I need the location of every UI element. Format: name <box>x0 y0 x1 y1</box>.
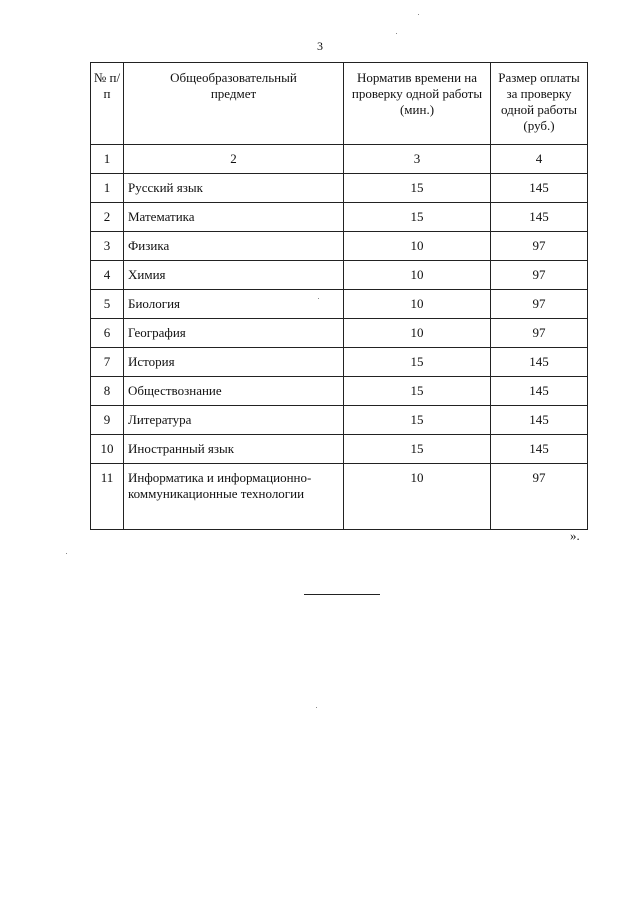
subject-name: Информатика и информационно-коммуникационные технологии <box>124 464 344 530</box>
payment-amount: 145 <box>491 203 588 232</box>
row-number: 10 <box>91 435 124 464</box>
payment-amount: 97 <box>491 232 588 261</box>
scan-speck <box>418 14 419 15</box>
table-row <box>91 464 588 530</box>
subject-name: Обществознание <box>124 377 344 406</box>
subject-name: Математика <box>124 203 344 232</box>
header-subject: Общеобразовательный предмет <box>124 63 344 145</box>
time-norm: 10 <box>344 232 491 261</box>
row-number: 3 <box>91 232 124 261</box>
row-number: 8 <box>91 377 124 406</box>
time-norm: 15 <box>344 203 491 232</box>
subject-name: Русский язык <box>124 174 344 203</box>
table-row <box>91 203 588 232</box>
row-number: 7 <box>91 348 124 377</box>
separator-line <box>304 594 380 595</box>
closing-quote: ». <box>570 528 580 543</box>
header-payment: Размер оплаты за проверку одной работы (руб.) <box>491 63 588 145</box>
row-number: 2 <box>91 203 124 232</box>
table-row <box>91 319 588 348</box>
payment-amount: 145 <box>491 348 588 377</box>
row-number: 4 <box>91 261 124 290</box>
payment-amount: 145 <box>491 406 588 435</box>
scan-speck <box>318 298 319 299</box>
column-number: 3 <box>344 145 491 174</box>
header-number: № п/п <box>91 63 124 145</box>
table-row <box>91 290 588 319</box>
time-norm: 15 <box>344 435 491 464</box>
table-row <box>91 406 588 435</box>
subject-name: Биология <box>124 290 344 319</box>
row-number: 6 <box>91 319 124 348</box>
time-norm: 15 <box>344 348 491 377</box>
subject-name: Литература <box>124 406 344 435</box>
row-number: 9 <box>91 406 124 435</box>
time-norm: 10 <box>344 319 491 348</box>
time-norm: 15 <box>344 377 491 406</box>
row-number: 5 <box>91 290 124 319</box>
payment-amount: 145 <box>491 435 588 464</box>
payment-amount: 145 <box>491 377 588 406</box>
payment-amount: 97 <box>491 261 588 290</box>
time-norm: 15 <box>344 406 491 435</box>
scan-speck <box>316 707 317 708</box>
header-time-norm: Норматив времени на проверку одной работы (мин.) <box>344 63 491 145</box>
subject-name: География <box>124 319 344 348</box>
column-number-row <box>91 145 588 174</box>
table-row <box>91 174 588 203</box>
subject-name: Химия <box>124 261 344 290</box>
time-norm: 10 <box>344 290 491 319</box>
table-row <box>91 377 588 406</box>
column-number: 1 <box>91 145 124 174</box>
payment-amount: 97 <box>491 319 588 348</box>
table-header-row <box>91 63 588 145</box>
table-row <box>91 435 588 464</box>
payment-amount: 97 <box>491 464 588 530</box>
page-number: 3 <box>317 39 323 53</box>
scan-speck <box>66 553 67 554</box>
payment-amount: 97 <box>491 290 588 319</box>
column-number: 2 <box>124 145 344 174</box>
time-norm: 15 <box>344 174 491 203</box>
subject-name: Иностранный язык <box>124 435 344 464</box>
row-number: 11 <box>91 464 124 530</box>
time-norm: 10 <box>344 261 491 290</box>
subject-name: Физика <box>124 232 344 261</box>
table-row <box>91 348 588 377</box>
column-number: 4 <box>491 145 588 174</box>
subject-name: История <box>124 348 344 377</box>
time-norm: 10 <box>344 464 491 530</box>
scan-speck <box>396 33 397 34</box>
payment-amount: 145 <box>491 174 588 203</box>
table-row <box>91 232 588 261</box>
payment-rates-table <box>90 62 588 530</box>
table-row <box>91 261 588 290</box>
row-number: 1 <box>91 174 124 203</box>
